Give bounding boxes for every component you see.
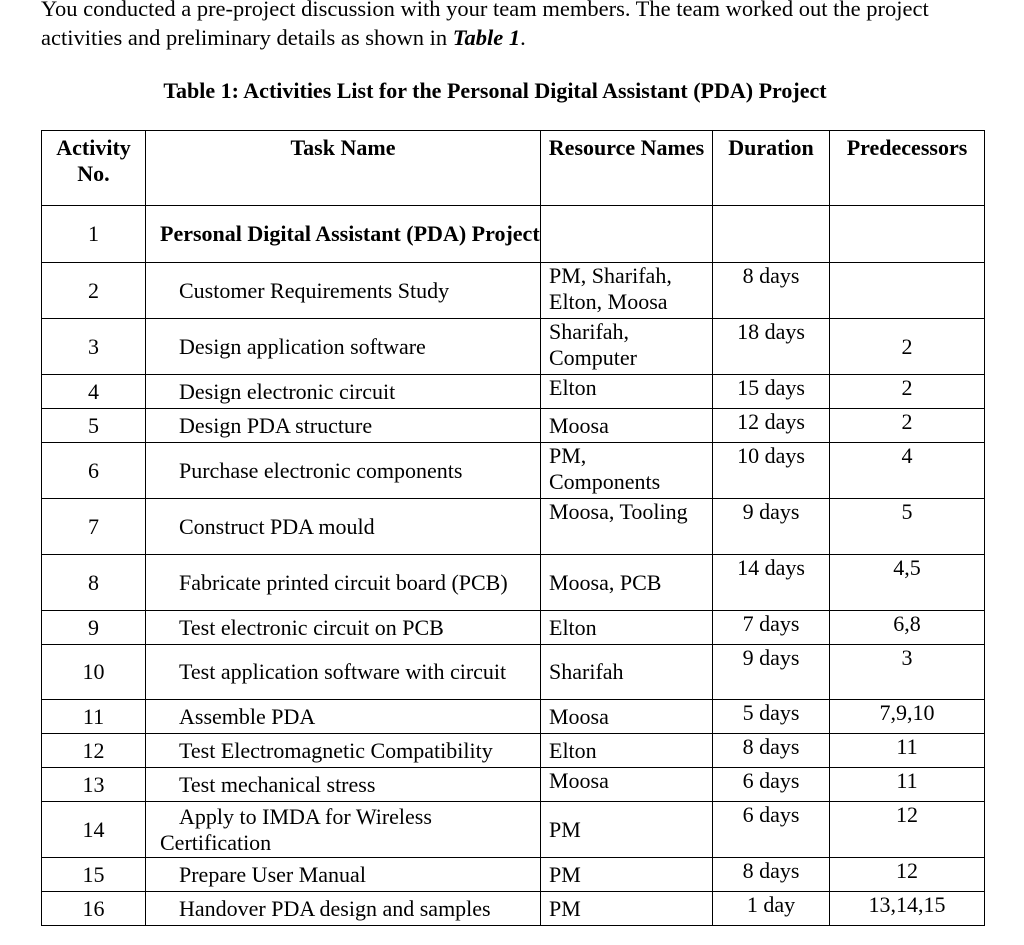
task-name-cell bbox=[146, 263, 541, 319]
activity-no-cell: 15 bbox=[42, 858, 146, 892]
predecessors-cell: 4 bbox=[830, 443, 985, 499]
activity-no-cell: 11 bbox=[42, 700, 146, 734]
table-row bbox=[42, 409, 985, 443]
resource-names-cell: Elton bbox=[541, 375, 713, 409]
duration-cell: 5 days bbox=[713, 700, 830, 734]
predecessors-cell: 7,9,10 bbox=[830, 700, 985, 734]
task-name: Purchase electronic components bbox=[179, 457, 463, 483]
resource-names-cell: Moosa bbox=[541, 700, 713, 734]
task-name-cell bbox=[146, 645, 541, 700]
table-row bbox=[42, 802, 985, 858]
task-name-cell bbox=[146, 206, 541, 263]
resource-names-cell: Sharifah, Computer bbox=[541, 319, 713, 375]
duration-cell: 9 days bbox=[713, 499, 830, 555]
predecessors-cell: 13,14,15 bbox=[830, 892, 985, 926]
duration-cell: 6 days bbox=[713, 768, 830, 802]
task-name: Customer Requirements Study bbox=[179, 277, 450, 303]
task-name-cell bbox=[146, 768, 541, 802]
task-name-cell bbox=[146, 802, 541, 858]
task-name-cell bbox=[146, 375, 541, 409]
predecessors-cell: 2 bbox=[830, 375, 985, 409]
predecessors-cell bbox=[830, 206, 985, 263]
duration-cell: 18 days bbox=[713, 319, 830, 375]
resource-names-cell: PM bbox=[541, 892, 713, 926]
activity-no-cell: 3 bbox=[42, 319, 146, 375]
duration-cell: 8 days bbox=[713, 858, 830, 892]
predecessors-cell: 2 bbox=[830, 409, 985, 443]
table-row bbox=[42, 645, 985, 700]
duration-cell: 6 days bbox=[713, 802, 830, 858]
task-name: Design application software bbox=[179, 333, 426, 359]
activity-no-cell: 8 bbox=[42, 555, 146, 611]
resource-names-cell: Moosa, PCB bbox=[541, 555, 713, 611]
table-row bbox=[42, 375, 985, 409]
predecessors-cell: 11 bbox=[830, 768, 985, 802]
predecessors-cell: 3 bbox=[830, 645, 985, 700]
table-row bbox=[42, 443, 985, 499]
task-name-cell bbox=[146, 611, 541, 645]
duration-cell: 9 days bbox=[713, 645, 830, 700]
task-name-cell bbox=[146, 443, 541, 499]
duration-cell: 7 days bbox=[713, 611, 830, 645]
task-name: Test application software with circuit bbox=[179, 659, 507, 684]
intro-paragraph bbox=[41, 0, 1001, 52]
duration-cell: 15 days bbox=[713, 375, 830, 409]
intro-end: . bbox=[520, 25, 526, 50]
table-row bbox=[42, 263, 985, 319]
duration-cell: 8 days bbox=[713, 734, 830, 768]
header-duration: Duration bbox=[713, 131, 830, 206]
task-name: Construct PDA mould bbox=[179, 513, 375, 539]
resource-names-cell bbox=[541, 206, 713, 263]
table-row bbox=[42, 555, 985, 611]
predecessors-cell: 12 bbox=[830, 858, 985, 892]
resource-names-cell: Moosa, Tooling bbox=[541, 499, 713, 555]
task-name: Apply to IMDA for Wireless Certification bbox=[160, 803, 432, 855]
duration-cell: 12 days bbox=[713, 409, 830, 443]
duration-cell: 14 days bbox=[713, 555, 830, 611]
task-name: Test mechanical stress bbox=[179, 771, 376, 797]
table-row bbox=[42, 499, 985, 555]
activity-no-cell: 10 bbox=[42, 645, 146, 700]
task-name: Assemble PDA bbox=[179, 703, 316, 729]
resource-names-cell: PM, Sharifah, Elton, Moosa bbox=[541, 263, 713, 319]
resource-names-cell: Elton bbox=[541, 734, 713, 768]
activity-no-cell: 2 bbox=[42, 263, 146, 319]
predecessors-cell: 11 bbox=[830, 734, 985, 768]
predecessors-cell: 5 bbox=[830, 499, 985, 555]
table-row bbox=[42, 206, 985, 263]
resource-names-cell: PM bbox=[541, 802, 713, 858]
task-name-cell bbox=[146, 555, 541, 611]
header-resource-names: Resource Names bbox=[541, 131, 713, 206]
resource-names-cell: Elton bbox=[541, 611, 713, 645]
task-name: Handover PDA design and samples bbox=[179, 895, 491, 921]
resource-names-cell: PM, Components bbox=[541, 443, 713, 499]
task-name: Design electronic circuit bbox=[179, 378, 396, 404]
duration-cell: 10 days bbox=[713, 443, 830, 499]
predecessors-cell: 4,5 bbox=[830, 555, 985, 611]
table-row bbox=[42, 700, 985, 734]
header-predecessors: Predecessors bbox=[830, 131, 985, 206]
activity-no-cell: 12 bbox=[42, 734, 146, 768]
task-name: Personal Digital Assistant (PDA) Project bbox=[160, 221, 540, 246]
predecessors-cell bbox=[830, 263, 985, 319]
predecessors-cell: 6,8 bbox=[830, 611, 985, 645]
task-name-cell bbox=[146, 409, 541, 443]
table-row bbox=[42, 892, 985, 926]
task-name: Design PDA structure bbox=[179, 412, 373, 438]
resource-names-cell: Moosa bbox=[541, 409, 713, 443]
resource-names-cell: PM bbox=[541, 858, 713, 892]
resource-names-cell: Sharifah bbox=[541, 645, 713, 700]
task-name: Fabricate printed circuit board (PCB) bbox=[179, 569, 508, 595]
predecessors-cell: 12 bbox=[830, 802, 985, 858]
activity-no-cell: 1 bbox=[42, 206, 146, 263]
table-row bbox=[42, 319, 985, 375]
table-row bbox=[42, 734, 985, 768]
activity-no-cell: 9 bbox=[42, 611, 146, 645]
predecessors-cell: 2 bbox=[830, 319, 985, 375]
activity-no-cell: 6 bbox=[42, 443, 146, 499]
task-name-cell bbox=[146, 700, 541, 734]
intro-text: You conducted a pre-project discussion with your team members. The team worked out the project activities and preliminary details as shown in bbox=[41, 0, 929, 50]
table-row bbox=[42, 858, 985, 892]
activity-no-cell: 13 bbox=[42, 768, 146, 802]
table-caption: Table 1: Activities List for the Personal Digital Assistant (PDA) Project bbox=[163, 78, 827, 103]
duration-cell: 8 days bbox=[713, 263, 830, 319]
header-task-name: Task Name bbox=[146, 131, 541, 206]
table-header-row bbox=[42, 131, 985, 206]
activity-no-cell: 14 bbox=[42, 802, 146, 858]
task-name-cell bbox=[146, 499, 541, 555]
task-name-cell bbox=[146, 734, 541, 768]
activity-no-cell: 16 bbox=[42, 892, 146, 926]
table-row bbox=[42, 768, 985, 802]
task-name-cell bbox=[146, 858, 541, 892]
activity-no-cell: 5 bbox=[42, 409, 146, 443]
task-name-cell bbox=[146, 892, 541, 926]
task-name: Test Electromagnetic Compatibility bbox=[179, 737, 493, 763]
task-name: Test electronic circuit on PCB bbox=[179, 614, 444, 640]
task-name-cell bbox=[146, 319, 541, 375]
activity-no-cell: 4 bbox=[42, 375, 146, 409]
header-activity-no: Activity No. bbox=[42, 131, 146, 206]
table-row bbox=[42, 611, 985, 645]
resource-names-cell: Moosa bbox=[541, 768, 713, 802]
activities-table bbox=[41, 130, 985, 926]
duration-cell bbox=[713, 206, 830, 263]
activity-no-cell: 7 bbox=[42, 499, 146, 555]
duration-cell: 1 day bbox=[713, 892, 830, 926]
table-reference: Table 1 bbox=[452, 25, 521, 50]
task-name: Prepare User Manual bbox=[179, 861, 366, 887]
